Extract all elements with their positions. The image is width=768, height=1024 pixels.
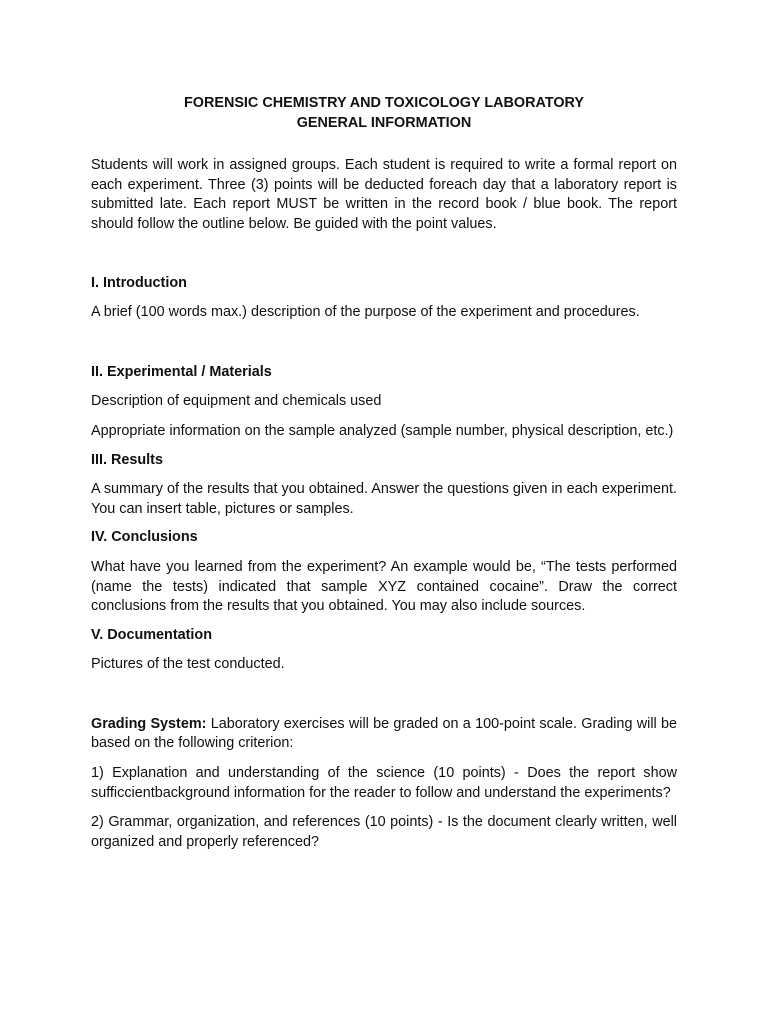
grading-system-paragraph [91, 715, 677, 754]
section-body-results: A summary of the results that you obtained. Answer the questions given in each experiment. You can insert table, pictures or samples. [91, 481, 677, 517]
section-body-introduction: A brief (100 words max.) description of the purpose of the experiment and procedures. [91, 304, 640, 321]
section-heading-results: III. Results [91, 451, 163, 468]
grading-system-text: Laboratory exercises will be graded on a 100-point scale. Grading will be based on the following criterion: [91, 715, 677, 752]
section-body-experimental-sample: Appropriate information on the sample analyzed (sample number, physical description, etc.) [91, 422, 674, 439]
grading-criterion-1: 1) Explanation and understanding of the science (10 points) - Does the report show sufficcientbackground information for the reader to follow and understand the experiments? [91, 765, 677, 801]
intro-paragraph: Students will work in assigned groups. Each student is required to write a formal report on each experiment. Three (3) points will be deducted foreach day that a laboratory report is submitted late. Each report MUST be written in the record book / blue book. The report should follow the outline below. Be guided with the point values. [91, 157, 677, 232]
document-page [91, 94, 677, 852]
grading-system-label: Grading System: [91, 715, 207, 732]
document-title-line-2: GENERAL INFORMATION [296, 114, 472, 131]
section-body-conclusions: What have you learned from the experiment? An example would be, “The tests performed (name the tests) indicated that sample XYZ contained cocaine”. Draw the correct conclusions from the results that you obtained. You may also include sources. [91, 558, 677, 615]
section-heading-conclusions: IV. Conclusions [91, 529, 198, 546]
section-heading-introduction: I. Introduction [91, 274, 187, 291]
section-heading-experimental: II. Experimental / Materials [91, 363, 272, 380]
section-body-documentation: Pictures of the test conducted. [91, 656, 285, 673]
grading-criterion-2: 2) Grammar, organization, and references (10 points) - Is the document clearly written, well organized and properly referenced? [91, 814, 677, 850]
document-title-line-1: FORENSIC CHEMISTRY AND TOXICOLOGY LABORATORY [183, 95, 585, 111]
section-body-experimental-equipment: Description of equipment and chemicals used [91, 393, 382, 410]
section-heading-documentation: V. Documentation [91, 626, 213, 643]
